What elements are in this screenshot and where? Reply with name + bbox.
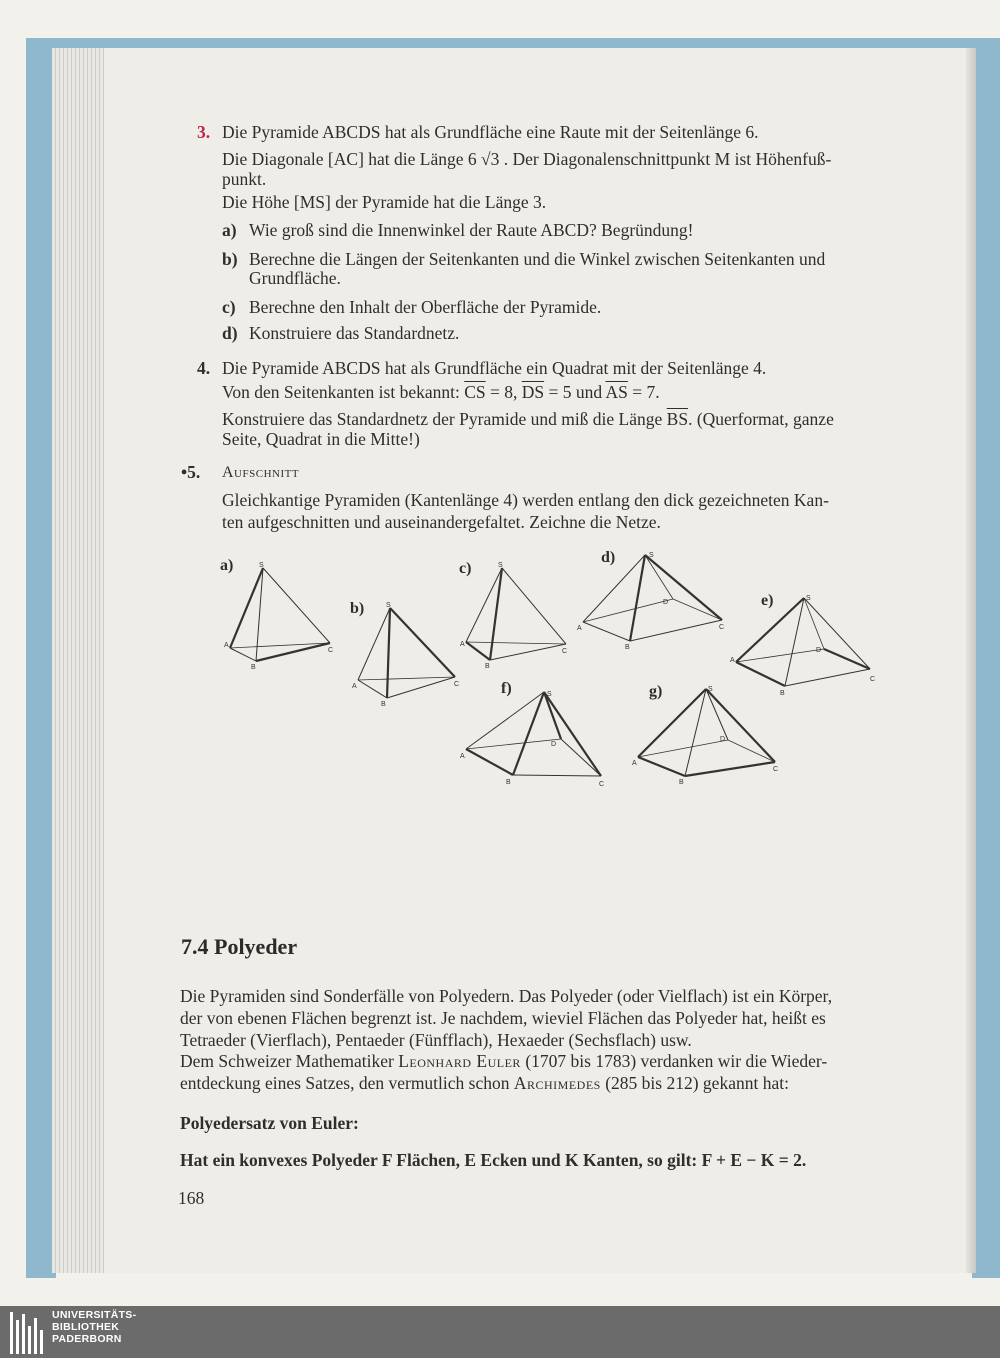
task4-edges-line	[222, 382, 660, 403]
edge-cs-value: = 8,	[485, 382, 522, 402]
vertex-label-b: B	[506, 779, 511, 786]
task3-line: Die Höhe [MS] der Pyramide hat die Länge 3.	[222, 192, 547, 212]
euler-name: Leonhard Euler	[398, 1051, 521, 1071]
vertex-label-a: A	[632, 760, 637, 767]
task5-number: •5.	[181, 462, 201, 482]
vertex-label-s: S	[498, 562, 503, 569]
euler-line	[180, 1051, 827, 1072]
task4-construct-line	[222, 409, 834, 430]
task3-line: punkt.	[222, 169, 267, 189]
task3-item-label: d)	[222, 323, 238, 343]
task3-item-text: Wie groß sind die Innenwinkel der Raute ABCD? Begründung!	[249, 220, 694, 240]
library-logo-text	[52, 1309, 136, 1345]
section-paragraph-line: Tetraeder (Vierflach), Pentaeder (Fünfflach), Hexaeder (Sechsflach) usw.	[180, 1030, 692, 1050]
section-paragraph-line: der von ebenen Flächen begrenzt ist. Je nachdem, wieviel Flächen das Polyeder hat, heißt es	[180, 1008, 826, 1028]
theorem-title: Polyedersatz von Euler:	[180, 1113, 359, 1133]
task3-item-label: c)	[222, 297, 236, 317]
vertex-label-b: B	[679, 779, 684, 786]
task4-line: Die Pyramide ABCDS hat als Grundfläche ein Quadrat mit der Seitenlänge 4.	[222, 358, 767, 378]
task3-item-label: b)	[222, 249, 238, 269]
archimedes-prefix: entdeckung eines Satzes, den vermutlich schon	[180, 1073, 510, 1093]
section-title: 7.4 Polyeder	[181, 934, 298, 959]
task3-number: 3.	[197, 122, 211, 142]
euler-prefix: Dem Schweizer Mathematiker	[180, 1051, 394, 1071]
vertex-label-c: C	[599, 781, 605, 788]
vertex-label-s: S	[806, 595, 811, 602]
task4-edges-prefix: Von den Seitenkanten ist bekannt:	[222, 382, 460, 402]
archimedes-suffix: (285 bis 212) gekannt hat:	[605, 1073, 789, 1093]
section-paragraph-line: Die Pyramiden sind Sonderfälle von Polyedern. Das Polyeder (oder Vielflach) ist ein Körper,	[180, 986, 833, 1006]
edge-as: $\overline{AS}$	[605, 382, 628, 402]
book-cover-top	[26, 38, 986, 48]
vertex-label-s: S	[708, 686, 713, 693]
vertex-label-d: D	[720, 736, 726, 743]
pyramid-figure-g	[630, 683, 790, 793]
vertex-label-a: A	[352, 683, 357, 690]
library-footer	[0, 1306, 1000, 1358]
vertex-label-a: A	[730, 657, 735, 664]
vertex-label-c: C	[719, 624, 725, 631]
figure-label-g: g)	[649, 683, 663, 700]
task3-item-label: a)	[222, 220, 237, 240]
edge-ds: $\overline{DS}$	[521, 382, 545, 402]
vertex-label-a: A	[577, 625, 582, 632]
task5-line: ten aufgeschnitten und auseinandergefaltet. Zeichne die Netze.	[222, 512, 661, 532]
task4-construct-prefix: Konstruiere das Standardnetz der Pyramide und miß die Länge	[222, 409, 663, 429]
figure-label-d: d)	[601, 549, 616, 566]
task5-title: Aufschnitt	[222, 464, 300, 481]
vertex-label-b: B	[485, 663, 490, 670]
page-edges	[52, 48, 108, 1273]
library-logo-line: PADERBORN	[52, 1333, 122, 1345]
pyramid-figure-c	[458, 560, 578, 670]
task4-number: 4.	[197, 358, 211, 378]
vertex-label-c: C	[773, 766, 779, 773]
vertex-label-d: D	[663, 599, 669, 606]
edge-bs: $\overline{BS}$	[666, 409, 689, 429]
vertex-label-c: C	[562, 648, 568, 655]
vertex-label-d: D	[816, 647, 822, 654]
task3-line: Die Diagonale [AC] hat die Länge 6 √3 . Der Diagonalenschnittpunkt M ist Höhenfuß-	[222, 149, 832, 169]
task4-construct-suffix: . (Querformat, ganze	[688, 409, 834, 429]
vertex-label-b: B	[381, 701, 386, 708]
theorem-text: Hat ein konvexes Polyeder F Flächen, E Ecken und K Kanten, so gilt: F + E − K = 2.	[180, 1150, 807, 1170]
task3-line: Die Pyramide ABCDS hat als Grundfläche eine Raute mit der Seitenlänge 6.	[222, 122, 759, 142]
task3-item-text: Grundfläche.	[249, 268, 341, 288]
archimedes-name: Archimedes	[513, 1073, 601, 1093]
vertex-label-s: S	[386, 602, 391, 609]
pyramid-figure-f	[458, 688, 618, 798]
task3-item-text: Berechne den Inhalt der Oberfläche der Pyramide.	[249, 297, 602, 317]
pyramid-figure-b	[350, 600, 470, 710]
pyramid-figure-a	[220, 560, 340, 670]
vertex-label-s: S	[547, 691, 552, 698]
pyramid-figure-d	[575, 548, 735, 658]
figure-label-c: c)	[459, 560, 472, 577]
task3-item-text: Berechne die Längen der Seitenkanten und die Winkel zwischen Seitenkanten und	[249, 249, 826, 269]
vertex-label-b: B	[251, 664, 256, 671]
task4-line: Seite, Quadrat in die Mitte!)	[222, 429, 420, 449]
vertex-label-s: S	[259, 562, 264, 569]
vertex-label-a: A	[460, 641, 465, 648]
figure-label-b: b)	[350, 600, 365, 617]
library-logo-icon	[8, 1310, 48, 1356]
edge-as-value: = 7.	[627, 382, 660, 402]
vertex-label-b: B	[625, 644, 630, 651]
vertex-label-c: C	[870, 676, 876, 683]
page-number: 168	[178, 1188, 205, 1208]
archimedes-line	[180, 1073, 789, 1094]
figure-label-e: e)	[761, 592, 774, 609]
library-logo-line: BIBLIOTHEK	[52, 1321, 120, 1333]
vertex-label-a: A	[460, 753, 465, 760]
vertex-label-c: C	[454, 681, 460, 688]
task5-line: Gleichkantige Pyramiden (Kantenlänge 4) werden entlang den dick gezeichneten Kan-	[222, 490, 829, 510]
vertex-label-c: C	[328, 647, 334, 654]
edge-ds-value: = 5 und	[544, 382, 606, 402]
book-gutter	[966, 48, 976, 1273]
figure-label-f: f)	[501, 680, 512, 697]
vertex-label-d: D	[551, 741, 557, 748]
book-cover-right	[972, 38, 1000, 1278]
task3-item-text: Konstruiere das Standardnetz.	[249, 323, 460, 343]
edge-cs: $\overline{CS}$	[464, 382, 486, 402]
euler-suffix: (1707 bis 1783) verdanken wir die Wieder-	[525, 1051, 828, 1071]
figure-label-a: a)	[220, 557, 234, 574]
vertex-label-s: S	[649, 552, 654, 559]
library-logo-line: UNIVERSITÄTS-	[52, 1309, 137, 1321]
vertex-label-a: A	[224, 642, 229, 649]
vertex-label-b: B	[780, 690, 785, 697]
